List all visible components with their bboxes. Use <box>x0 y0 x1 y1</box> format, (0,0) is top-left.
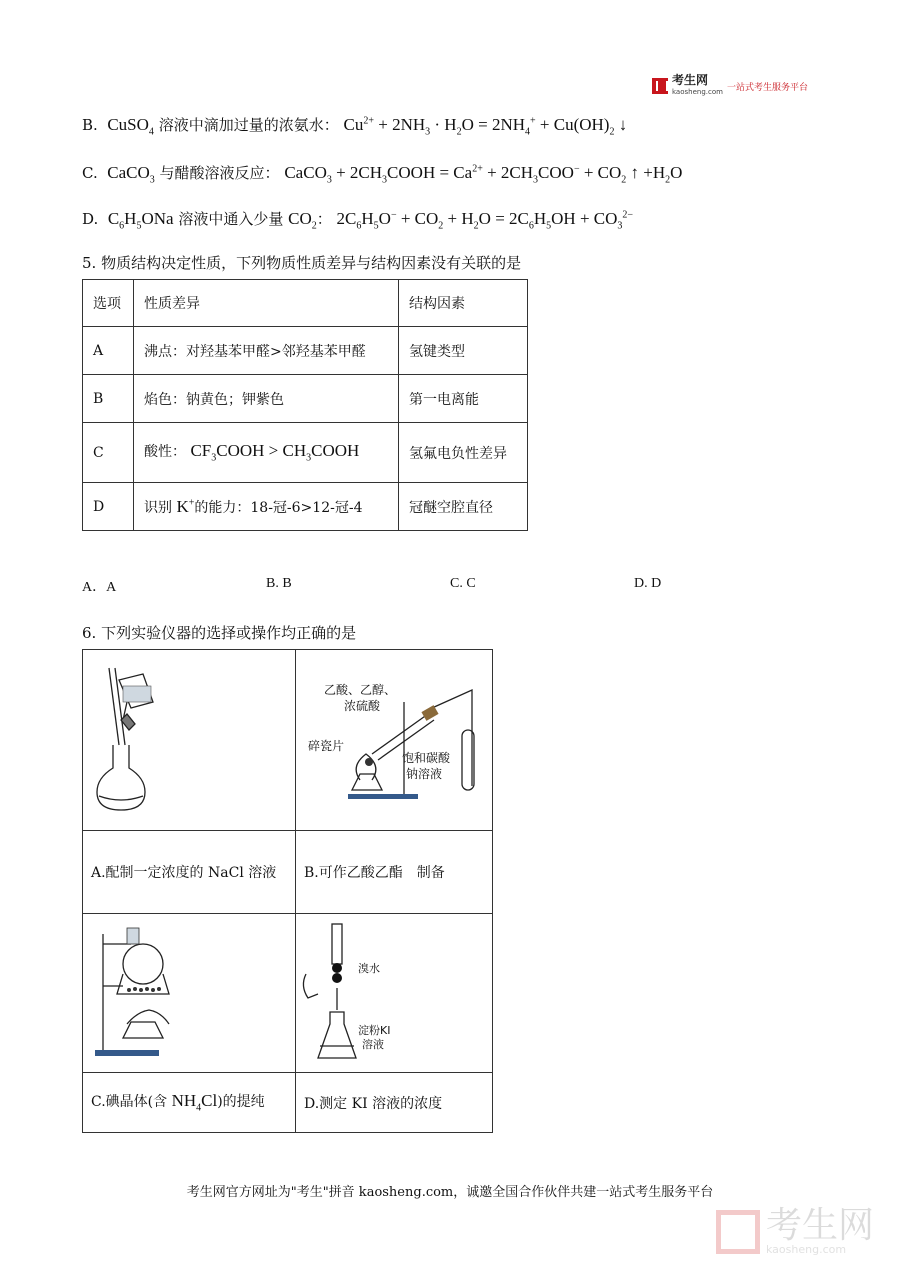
q6-table <box>82 649 493 1133</box>
figure-c-cell <box>83 914 296 1073</box>
q6-stem: 6. 下列实验仪器的选择或操作均正确的是 <box>82 624 357 642</box>
table-row <box>83 483 528 531</box>
row-d-ion-formula: K+ <box>176 496 195 516</box>
q4-option-c <box>82 162 682 185</box>
row-d-option: D <box>83 483 134 531</box>
q4-option-d <box>82 208 633 231</box>
header-option: 选项 <box>83 280 134 327</box>
row-c-option: C <box>83 423 134 483</box>
fig-b-label-4: 饱和碳酸 <box>402 751 451 765</box>
option-b-equation: $Cu^{2+} + 2NH_3 \cdot H_2O = 2NH_4^+ + Cu(OH)_2$ ↓ <box>343 115 628 138</box>
ester-prep-figure <box>296 650 492 826</box>
label-c-formula: $NH_4Cl$ <box>171 1091 218 1114</box>
label-c-suffix: )的提纯 <box>217 1094 265 1111</box>
row-c-property-prefix: 酸性： <box>144 444 186 461</box>
figure-b-cell <box>296 650 493 831</box>
row-a-factor: 氢键类型 <box>399 327 528 375</box>
watermark-brand-name: 考生网 <box>766 1205 875 1246</box>
fig-d-label-1: 溴水 <box>358 962 380 975</box>
option-c-label: C. <box>82 164 98 182</box>
label-row-2 <box>83 1073 493 1133</box>
header-logo <box>652 74 808 98</box>
option-b-text: 溶液中滴加过量的浓氨水： <box>158 116 339 134</box>
table-row <box>83 375 528 423</box>
label-row-1 <box>83 831 493 914</box>
q5-table <box>82 279 528 531</box>
figure-row-1 <box>83 650 493 831</box>
label-c-prefix: C.碘晶体(含 <box>91 1094 172 1111</box>
q5-choice-b: B. B <box>266 576 292 591</box>
option-c-formula-caco3: CaCO$_3$ <box>107 163 155 186</box>
option-d-colon: ： <box>316 210 332 228</box>
watermark-brand <box>766 1205 875 1256</box>
row-d-property-suffix: 的能力：18-冠-6>12-冠-4 <box>194 499 363 516</box>
table-row <box>83 423 528 483</box>
option-d-text: 溶液中通入少量 <box>178 210 284 228</box>
watermark-logo-icon <box>716 1210 760 1254</box>
table-row <box>83 327 528 375</box>
row-c-acid-formula: $CF_3COOH$ > $CH_3COOH$ <box>190 441 360 464</box>
titration-figure <box>296 914 492 1068</box>
option-b-label: B. <box>82 116 98 134</box>
q5-choice-c: C. C <box>450 576 476 591</box>
figure-row-2 <box>83 914 493 1073</box>
fig-b-label-3: 碎瓷片 <box>308 739 345 753</box>
header-slogan: 一站式考生服务平台 <box>726 82 808 93</box>
kaosheng-logo-icon <box>652 78 668 94</box>
option-d-formula-phenoxide: $C_6H_5ONa$ <box>107 209 174 232</box>
header-brand <box>672 74 723 98</box>
row-d-property-prefix: 识别 <box>144 499 172 516</box>
option-d-label: D. <box>82 210 99 228</box>
row-b-option: B <box>83 375 134 423</box>
figure-a-cell <box>83 650 296 831</box>
fig-d-label-3: 溶液 <box>362 1038 384 1051</box>
header-brand-name: 考生网 <box>672 73 709 87</box>
q5-stem: 5. 物质结构决定性质，下列物质性质差异与结构因素没有关联的是 <box>82 254 522 272</box>
option-c-text: 与醋酸溶液反应： <box>159 164 280 182</box>
row-d-property <box>134 483 399 531</box>
fig-b-label-5: 钠溶液 <box>406 767 443 781</box>
label-c-cell <box>83 1073 296 1133</box>
volumetric-flask-figure <box>83 650 295 826</box>
row-c-property <box>134 423 399 483</box>
row-a-property: 沸点：对羟基苯甲醛>邻羟基苯甲醛 <box>134 327 399 375</box>
header-property: 性质差异 <box>134 280 399 327</box>
table-header-row <box>83 280 528 327</box>
header-factor: 结构因素 <box>399 280 528 327</box>
q4-option-b <box>82 114 627 137</box>
footer-text: 考生网官方网址为"考生"拼音 kaosheng.com，诚邀全国合作伙伴共建一站式考生服务平台 <box>186 1185 714 1200</box>
q5-choice-a: A．A <box>82 580 117 595</box>
row-d-factor: 冠醚空腔直径 <box>399 483 528 531</box>
row-b-factor: 第一电离能 <box>399 375 528 423</box>
sublimation-figure <box>83 914 295 1068</box>
watermark <box>716 1205 875 1256</box>
label-b-cell: B.可作乙酸乙酯 制备 <box>296 831 493 914</box>
row-a-option: A <box>83 327 134 375</box>
label-a-cell: A.配制一定浓度的 NaCl 溶液 <box>83 831 296 914</box>
header-brand-domain: kaosheng.com <box>672 88 723 96</box>
option-d-equation: $2C_6H_5O^- + CO_2 + H_2O = 2C_6H_5OH + CO_3^{2-}$ <box>336 209 634 232</box>
option-b-formula-cuso4: CuSO$_4$ <box>107 115 154 138</box>
q5-choice-d: D. D <box>634 576 662 591</box>
fig-b-label-1: 乙酸、乙醇、 <box>324 683 397 697</box>
figure-d-cell <box>296 914 493 1073</box>
watermark-domain: kaosheng.com <box>766 1243 847 1256</box>
row-c-factor: 氢氟电负性差异 <box>399 423 528 483</box>
option-c-equation: CaCO$_3$ + $2CH_3COOH = Ca^{2+} + 2CH_3COO^- + CO_2$ ↑ $+H_2O$ <box>284 163 683 186</box>
row-b-property: 焰色：钠黄色；钾紫色 <box>134 375 399 423</box>
fig-b-label-2: 浓硫酸 <box>344 699 381 713</box>
label-d-cell: D.测定 KI 溶液的浓度 <box>296 1073 493 1133</box>
option-d-formula-co2: $CO_2$ <box>288 209 317 232</box>
fig-d-label-2: 淀粉KI <box>358 1024 391 1037</box>
